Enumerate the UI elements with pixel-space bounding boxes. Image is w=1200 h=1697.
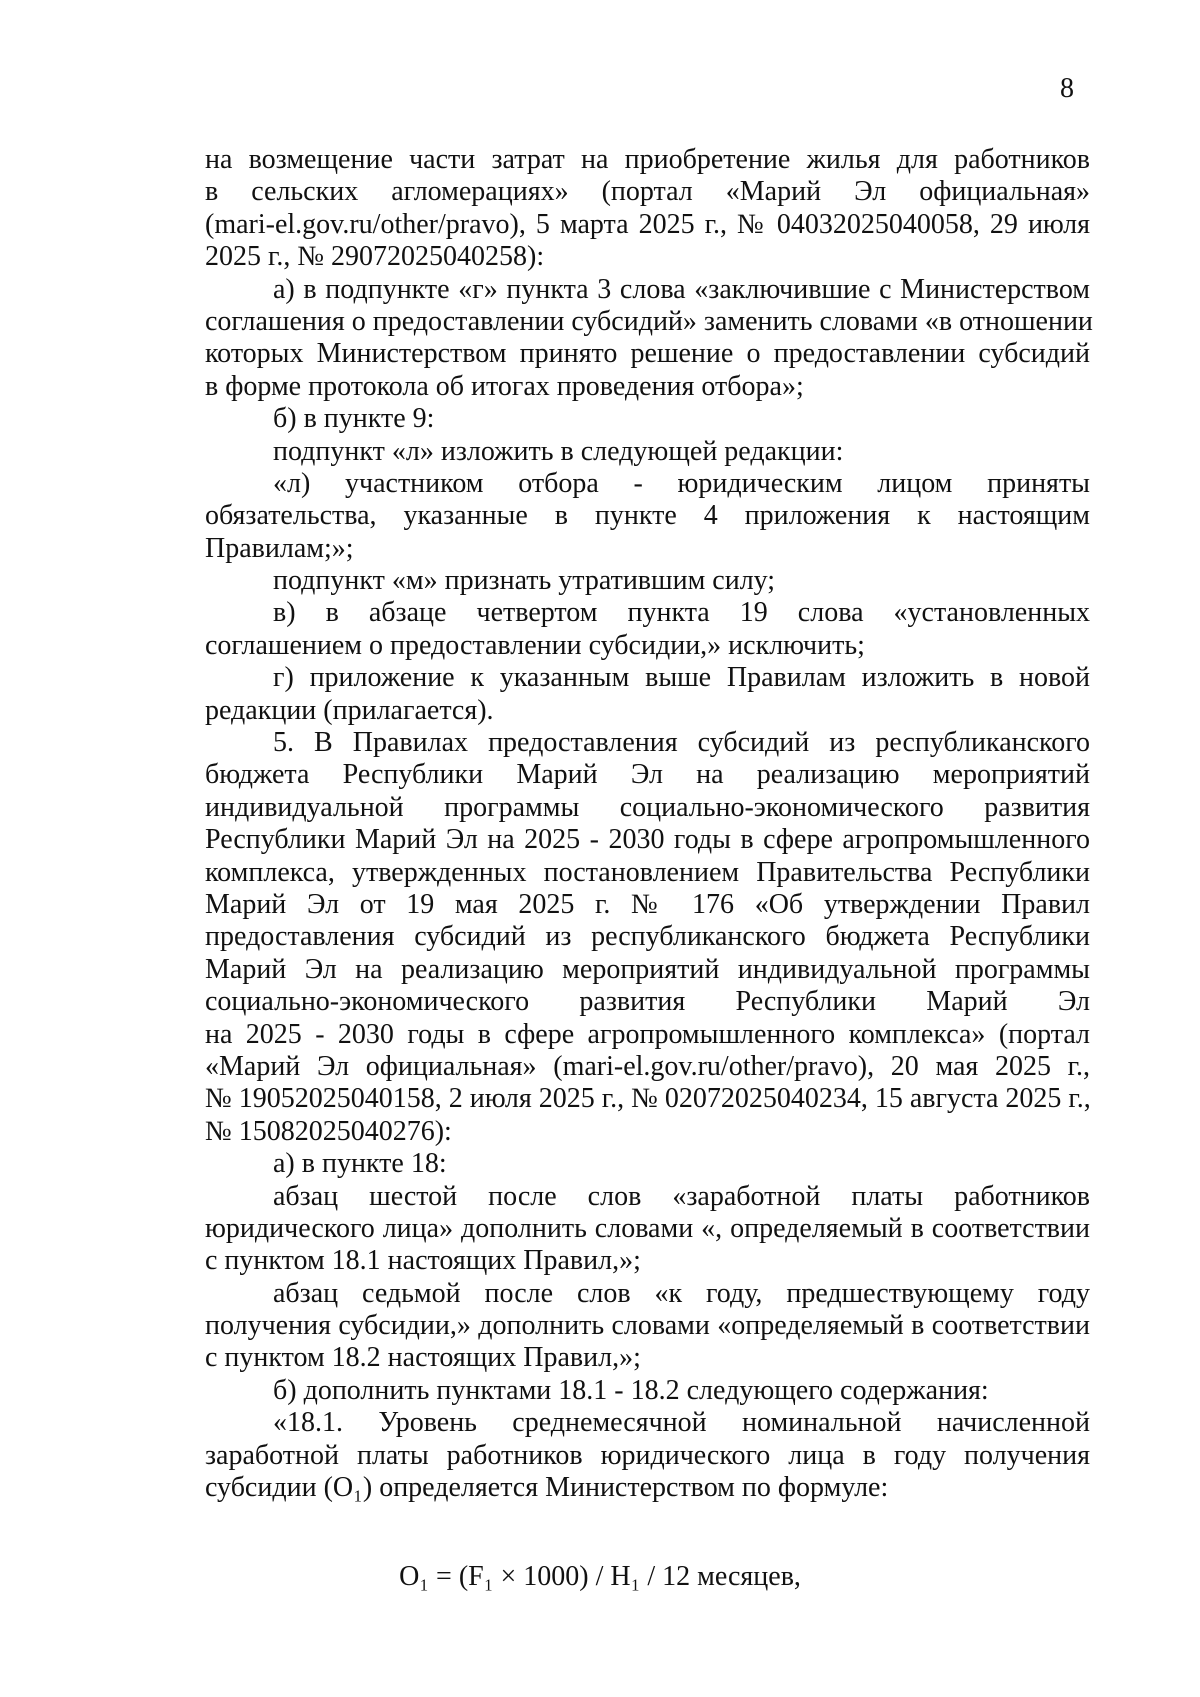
text-line: заработной платы работников юридического лица в году получения (205, 1439, 1090, 1471)
text-line: № 19052025040158, 2 июля 2025 г., № 02072025040234, 15 августа 2025 г., (205, 1083, 1091, 1115)
text-line: редакции (прилагается). (205, 694, 494, 726)
text-line: юридического лица» дополнить словами «, определяемый в соответствии (205, 1212, 1090, 1244)
text-line: б) дополнить пунктами 18.1 - 18.2 следующего содержания: (273, 1374, 989, 1406)
text-line: Республики Марий Эл на 2025 - 2030 годы в сфере агропромышленного (205, 824, 1090, 856)
text-line: подпункт «л» изложить в следующей редакции: (273, 435, 844, 467)
text-line: бюджета Республики Марий Эл на реализацию мероприятий (205, 759, 1090, 791)
text-line: абзац шестой после слов «заработной платы работников (273, 1180, 1090, 1212)
text-line: а) в пункте 18: (273, 1148, 447, 1180)
text-line: получения субсидии,» дополнить словами «определяемый в соответствии (205, 1310, 1090, 1342)
text-line: Правилам;»; (205, 532, 354, 564)
text-line: Марий Эл от 19 мая 2025 г. № 176 «Об утверждении Правил (205, 888, 1090, 920)
formula: О₁ = (F₁ × 1000) / Н₁ / 12 месяцев, (399, 1561, 801, 1592)
text-line: в форме протокола об итогах проведения отбора»; (205, 370, 804, 402)
text-line: в) в абзаце четвертом пункта 19 слова «установленных (273, 597, 1090, 629)
text-line: а) в подпункте «г» пункта 3 слова «заключившие с Министерством (273, 273, 1090, 305)
text-line: с пунктом 18.1 настоящих Правил,»; (205, 1245, 641, 1277)
text-line: соглашением о предоставлении субсидии,» исключить; (205, 629, 865, 661)
text-line: комплекса, утвержденных постановлением Правительства Республики (205, 856, 1090, 888)
text-line: «л) участником отбора - юридическим лицом приняты (273, 467, 1090, 499)
text-line: на возмещение части затрат на приобретение жилья для работников (205, 144, 1090, 175)
text-line: предоставления субсидий из республиканского бюджета Республики (205, 921, 1090, 953)
text-line: «Марий Эл официальная» (mari-el.gov.ru/other/pravo), 20 мая 2025 г., (205, 1050, 1090, 1082)
text-line: № 15082025040276): (205, 1115, 452, 1147)
text-line: (mari-el.gov.ru/other/pravo), 5 марта 2025 г., № 04032025040058, 29 июля (205, 208, 1090, 240)
text-line: соглашения о предоставлении субсидий» заменить словами «в отношении (205, 305, 1093, 337)
text-line: 5. В Правилах предоставления субсидий из республиканского (273, 727, 1090, 759)
text-line: которых Министерством принято решение о предоставлении субсидий (205, 338, 1090, 370)
text-line: субсидии (О₁) определяется Министерством по формуле: (205, 1472, 889, 1504)
page-number: 8 (1060, 73, 1074, 104)
text-line: обязательства, указанные в пункте 4 приложения к настоящим (205, 500, 1090, 532)
text-line: с пунктом 18.2 настоящих Правил,»; (205, 1342, 641, 1374)
text-line: 2025 г., № 29072025040258): (205, 241, 545, 273)
text-line: «18.1. Уровень среднемесячной номинальной начисленной (273, 1407, 1090, 1439)
text-line: г) приложение к указанным выше Правилам изложить в новой (273, 662, 1090, 694)
text-line: индивидуальной программы социально-экономического развития (205, 791, 1090, 823)
text-line: в сельских агломерациях» (портал «Марий Эл официальная» (205, 176, 1090, 208)
text-line: на 2025 - 2030 годы в сфере агропромышленного комплекса» (портал (205, 1018, 1090, 1050)
text-line: социально-экономического развития Республики Марий Эл (205, 986, 1090, 1018)
text-line: подпункт «м» признать утратившим силу; (273, 565, 776, 597)
text-line: абзац седьмой после слов «к году, предшествующему году (273, 1277, 1090, 1309)
text-line: Марий Эл на реализацию мероприятий индивидуальной программы (205, 953, 1090, 985)
text-line: б) в пункте 9: (273, 403, 435, 435)
document-body (205, 144, 1093, 1504)
